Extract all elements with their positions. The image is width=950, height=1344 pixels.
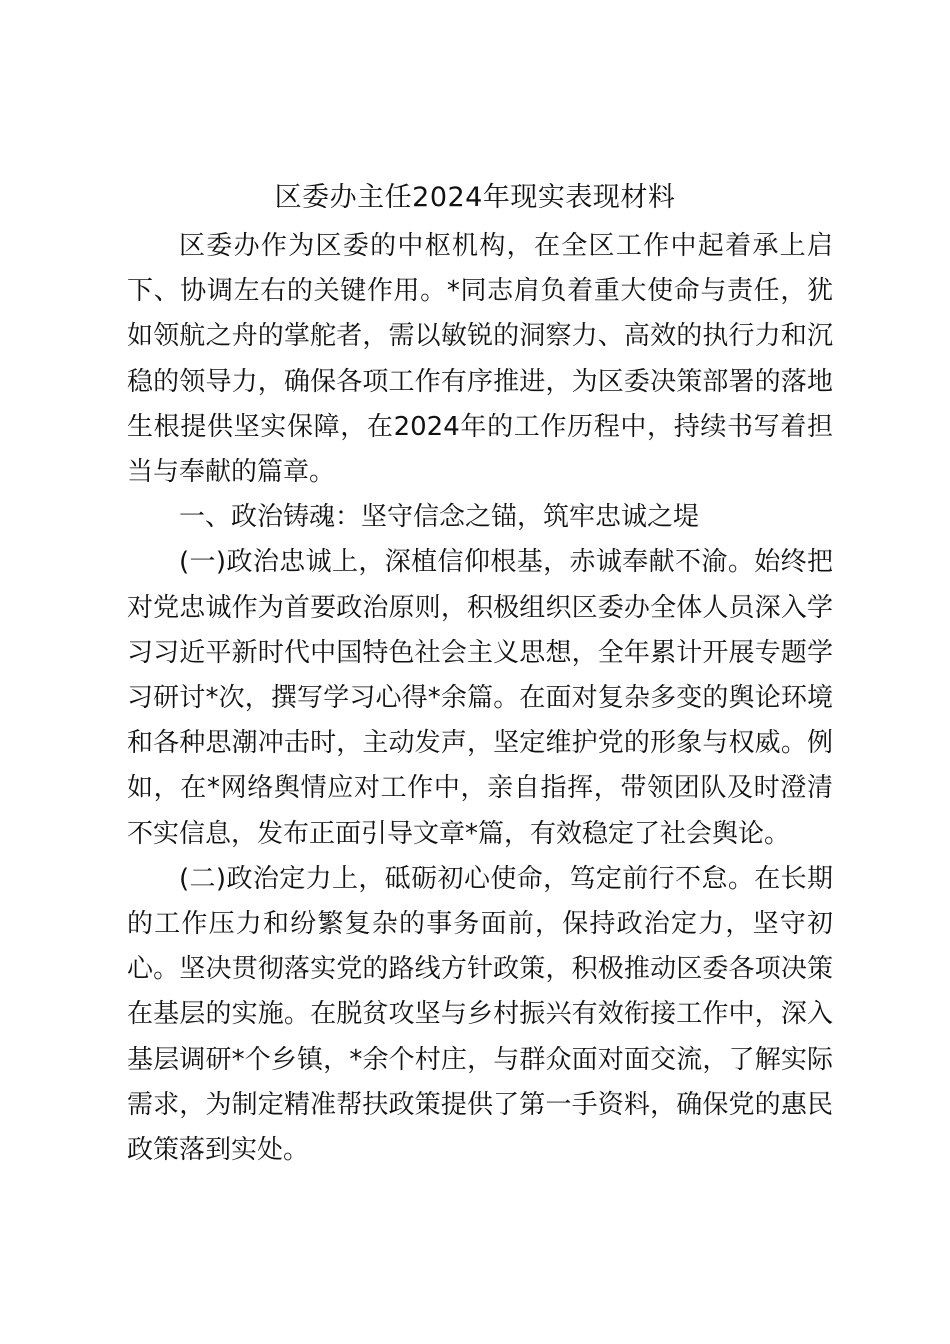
section-heading: 一、政治铸魂：坚守信念之锚，筑牢忠诚之堤 [179, 502, 700, 533]
document-body [127, 224, 833, 1173]
body-paragraph: (一)政治忠诚上，深植信仰根基，赤诚奉献不渝。始终把对党忠诚作为首要政治原则，积极组织区委办全体人员深入学习习近平新时代中国特色社会主义思想，全年累计开展专题学习研讨*次，撰写学习心得*余篇。在面对复杂多变的舆论环境和各种思潮冲击时，主动发声，坚定维护党的形象与权威。例如，在*网络舆情应对工作中，亲自指挥，带领团队及时澄清不实信息，发布正面引导文章*篇，有效稳定了社会舆论。 [127, 547, 833, 849]
document-title: 区委办主任2024年现实表现材料 [274, 182, 676, 213]
intro-paragraph: 区委办作为区委的中枢机构，在全区工作中起着承上启下、协调左右的关键作用。*同志肩负着重大使命与责任，犹如领航之舟的掌舵者，需以敏锐的洞察力、高效的执行力和沉稳的领导力，确保各项工作有序推进，为区委决策部署的落地生根提供坚实保障，在2024年的工作历程中，持续书写着担当与奉献的篇章。 [127, 231, 833, 488]
body-paragraph: (二)政治定力上，砥砺初心使命，笃定前行不怠。在长期的工作压力和纷繁复杂的事务面前，保持政治定力，坚守初心。坚决贯彻落实党的路线方针政策，积极推动区委各项决策在基层的实施。在脱贫攻坚与乡村振兴有效衔接工作中，深入基层调研*个乡镇，*余个村庄，与群众面对面交流，了解实际需求，为制定精准帮扶政策提供了第一手资料，确保党的惠民政策落到实处。 [127, 863, 833, 1166]
